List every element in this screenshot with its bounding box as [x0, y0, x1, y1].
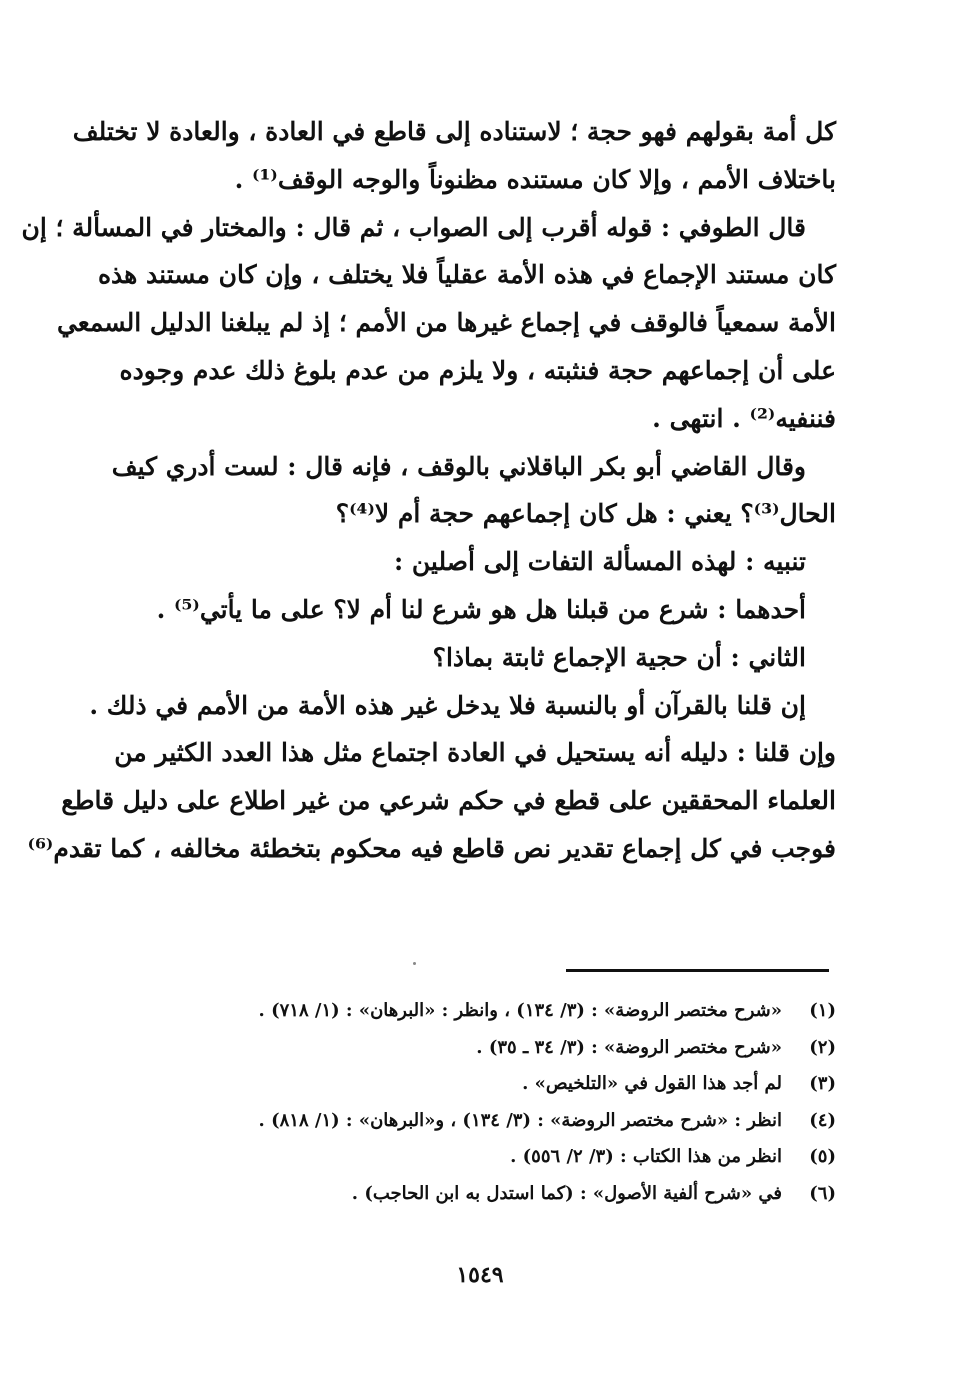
text-line: باختلاف الأمم ، وإلا كان مستنده مظنوناً والوجه الوقف⁽¹⁾ .: [234, 164, 836, 194]
ink-speck: [413, 962, 416, 965]
footnote-number: (٥): [809, 1146, 836, 1167]
text-line: أحدهما : شرع من قبلنا هل هو شرع لنا أم لا؟ على ما يأتي⁽⁵⁾ .: [156, 594, 806, 624]
text-line: وإن قلنا : دليله أنه يستحيل في العادة اجتماع مثل هذا العدد الكثير من: [114, 738, 836, 768]
text-line: كل أمة بقولهم فهو حجة ؛ لاستناده إلى قاطع في العادة ، والعادة لا تختلف: [72, 117, 836, 146]
text-line: العلماء المحققين على قطع في حكم شرعي من غير اطلاع على دليل قاطع: [61, 786, 836, 816]
footnote-item: [150, 1030, 836, 1067]
footnote-number: (٢): [809, 1036, 836, 1058]
text-line: الأمة سمعياً فالوقف في إجماع غيرها من الأمم ؛ إذ لم يبلغنا الدليل السمعي: [56, 308, 836, 338]
footnote-text: «شرح مختصر الروضة» : (٣/ ١٣٤) ، وانظر : «البرهان» : (١/ ٧١٨) .: [258, 1000, 782, 1021]
footnote-item: [150, 993, 836, 1030]
text-line: تنبيه : لهذه المسألة التفات إلى أصلين :: [393, 547, 806, 577]
text-line: قال الطوفي : قوله أقرب إلى الصواب ، ثم قال : والمختار في المسألة ؛ إن: [21, 212, 806, 242]
footnote-number: (١): [809, 1000, 836, 1021]
footnote-item: [150, 1139, 836, 1176]
footnote-item: [150, 1176, 836, 1213]
page-number: ١٥٤٩: [456, 1262, 504, 1288]
footnote-text: لم أجد هذا القول في «التلخيص» .: [522, 1073, 782, 1094]
footnote-text: «شرح مختصر الروضة» : (٣/ ٣٤ ـ ٣٥) .: [476, 1036, 782, 1058]
footnote-text: انظر من هذا الكتاب : (٣/ ٢/ ٥٥٦) .: [510, 1146, 782, 1167]
footnote-text: انظر : «شرح مختصر الروضة» : (٣/ ١٣٤) ، و«البرهان» : (١/ ٨١٨) .: [258, 1109, 782, 1131]
text-line: الثاني : أن حجية الإجماع ثابتة بماذا؟: [432, 642, 806, 672]
footnote-separator: [566, 969, 829, 972]
footnote-item: [150, 1066, 836, 1103]
text-line: على أن إجماعهم حجة فنثبته ، ولا يلزم من عدم بلوغ ذلك عدم وجوده: [119, 355, 836, 385]
text-line: الحال⁽³⁾؟ يعني : هل كان إجماعهم حجة أم لا⁽⁴⁾؟: [335, 499, 836, 529]
main-text: [21, 108, 836, 873]
footnote-number: (٦): [809, 1182, 836, 1204]
text-line: فوجب في كل إجماع تقدير نص قاطع فيه محكوم بتخطئة مخالفه ، كما تقدم⁽⁶⁾: [27, 833, 836, 863]
footnote-number: (٤): [809, 1109, 836, 1131]
footnote-text: في «شرح ألفية الأصول» : (كما استدل به ابن الحاجب) .: [351, 1182, 782, 1204]
footnotes: [150, 993, 836, 1212]
footnote-item: [150, 1103, 836, 1140]
text-line: فننفيه⁽²⁾ . انتهى .: [652, 403, 836, 433]
text-line: وقال القاضي أبو بكر الباقلاني بالوقف ، فإنه قال : لست أدري كيف: [111, 451, 806, 481]
text-line: كان مستند الإجماع في هذه الأمة عقلياً فلا يختلف ، وإن كان مستند هذه: [97, 260, 836, 290]
text-line: إن قلنا بالقرآن أو بالنسبة فلا يدخل غير هذه الأمة من الأمم في ذلك .: [89, 690, 806, 720]
footnote-number: (٣): [809, 1073, 836, 1094]
